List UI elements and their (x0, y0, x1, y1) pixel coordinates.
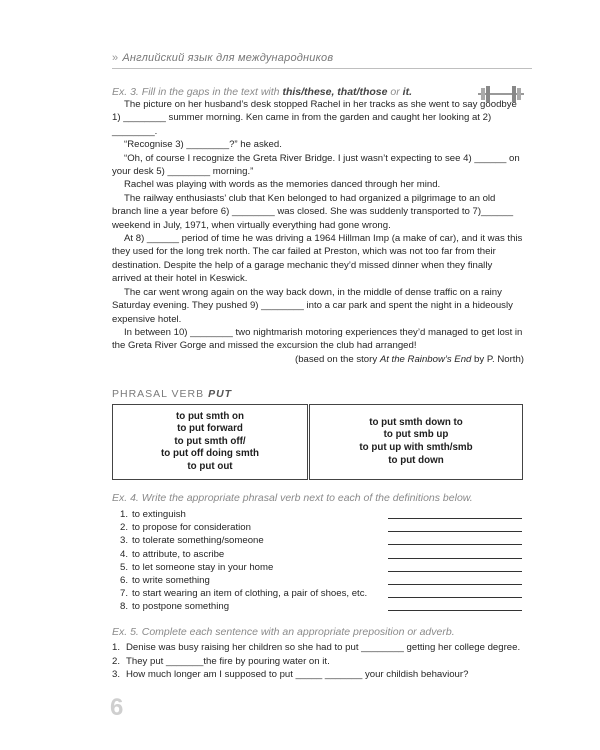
phrasal-item: to put smth on (175, 410, 245, 422)
page-number: 6 (110, 694, 124, 721)
list-item (112, 534, 524, 547)
item-text: to tolerate something/someone (132, 535, 264, 547)
ex3-paragraph: “Recognise 3) ________?” he asked. (124, 139, 282, 151)
phrasal-verb: PUT (208, 388, 233, 400)
list-item (112, 600, 524, 613)
answer-line[interactable] (388, 531, 522, 532)
ex3-paragraph: In between 10) ________ two nightmarish motoring experiences they’d managed to get lost in the Greta River Gorge and missed the excursion the club had arranged! (112, 326, 523, 352)
answer-line[interactable] (388, 584, 522, 585)
item-text: to let someone stay in your home (132, 561, 274, 573)
list-item (112, 655, 524, 669)
answer-line[interactable] (388, 597, 522, 598)
item-text: They put _______the fire by pouring water on it. (126, 655, 330, 667)
source-prefix: (based on the story (295, 353, 378, 365)
ex4-heading: Ex. 4. Write the appropriate phrasal verb next to each of the definitions below. (112, 492, 473, 504)
answer-line[interactable] (388, 610, 522, 611)
ex3-paragraph: Rachel was playing with words as the memories danced through her mind. (124, 179, 441, 191)
source-suffix: by P. North) (474, 353, 524, 365)
phrasal-box-left (112, 404, 308, 480)
ex3-paragraph: The railway enthusiasts’ club that Ken belonged to had organized a pilgrimage to an old branch line a year before 6) ________ was closed. She was suddenly transported to 7)______ weekend in July, 1971, when virtually everything had gone wrong. (112, 192, 514, 231)
ex3-or: or (390, 86, 400, 98)
item-number: 2. (112, 655, 121, 667)
phrasal-item: to put smth down to (369, 416, 463, 428)
phrasal-item: to put forward (177, 423, 243, 435)
ex3-source (112, 353, 524, 366)
phrasal-item: to put up with smth/smb (359, 442, 473, 453)
ex3-paragraph: The picture on her husband’s desk stopped Rachel in her tracks as she went to say goodbye 1) ________ summer morning. Ken came in from the garden and caught her looking at 2) ________. (112, 99, 517, 137)
source-title: At the Rainbow’s End (379, 353, 472, 365)
ex3-paragraph: “Oh, of course I recognize the Greta River Bridge. I just wasn’t expecting to see 4) ______ on your desk 5) ________ morning.” (112, 152, 520, 178)
item-text: to attribute, to ascribe (132, 548, 225, 560)
item-number: 6. (119, 574, 128, 586)
item-text: Denise was busy raising her children so she had to put ________ getting her college degree. (126, 642, 521, 653)
phrasal-item: to put down (388, 454, 444, 466)
list-item (112, 521, 524, 534)
ex3-heading (112, 86, 412, 98)
ex3-label: Ex. 3. (112, 86, 139, 98)
list-item (112, 587, 524, 600)
ex3-instruction: Fill in the gaps in the text with (141, 86, 280, 98)
phrasal-box-right (309, 404, 523, 480)
ex4-list (112, 508, 524, 614)
item-number: 8. (119, 601, 128, 613)
item-number: 2. (119, 522, 128, 534)
header-bullet: » (112, 52, 119, 64)
answer-line[interactable] (388, 518, 522, 519)
header-title: Английский язык для международников (122, 52, 334, 64)
item-number: 1. (119, 509, 128, 520)
item-number: 7. (119, 588, 128, 600)
phrasal-item: to put smth off/ (174, 435, 246, 447)
list-item (112, 548, 524, 561)
item-text: to propose for consideration (132, 522, 251, 534)
list-item (112, 641, 524, 655)
item-number: 3. (119, 535, 128, 547)
ex3-paragraph: At 8) ______ period of time he was driving a 1964 Hillman Imp (a make of car), and it was this they used for the long trek north. The car failed at Preston, which was not too far from their destination. Despite the help of a garage mechanic they’d missed dinner when they finally arrived at their hotel in Keswick. (112, 233, 523, 285)
item-number: 5. (119, 561, 128, 573)
item-number: 4. (119, 548, 128, 560)
phrasal-item: to put smb up (383, 429, 449, 441)
phrasal-item: to put out (187, 460, 233, 472)
item-text: to write something (132, 574, 210, 586)
running-header (112, 52, 512, 64)
ex3-text (112, 98, 524, 366)
phrasal-verb-title (112, 388, 232, 400)
ex3-paragraph: The car went wrong again on the way back down, in the middle of dense traffic on a rainy Saturday evening. They pushed 9) ________ into a car park and spent the night in a hideously expensive hotel. (112, 286, 513, 325)
answer-line[interactable] (388, 544, 522, 545)
item-text: to postpone something (132, 601, 230, 613)
ex3-words: this/these, that/those (282, 86, 388, 98)
header-rule (112, 68, 532, 69)
list-item (112, 508, 524, 521)
ex3-it: it. (402, 86, 412, 98)
list-item (112, 561, 524, 574)
item-text: How much longer am I supposed to put _____ _______ your childish behaviour? (126, 669, 469, 681)
item-text: to start wearing an item of clothing, a pair of shoes, etc. (132, 588, 368, 600)
ex5-list (112, 641, 524, 682)
answer-line[interactable] (388, 558, 522, 559)
list-item (112, 574, 524, 587)
item-number: 1. (112, 642, 121, 653)
phrasal-item: to put off doing smth (161, 448, 259, 460)
item-number: 3. (112, 669, 121, 681)
list-item (112, 668, 524, 682)
ex5-heading: Ex. 5. Complete each sentence with an appropriate preposition or adverb. (112, 626, 455, 638)
answer-line[interactable] (388, 571, 522, 572)
phrasal-title-text: PHRASAL VERB (112, 388, 205, 400)
item-text: to extinguish (132, 509, 186, 520)
